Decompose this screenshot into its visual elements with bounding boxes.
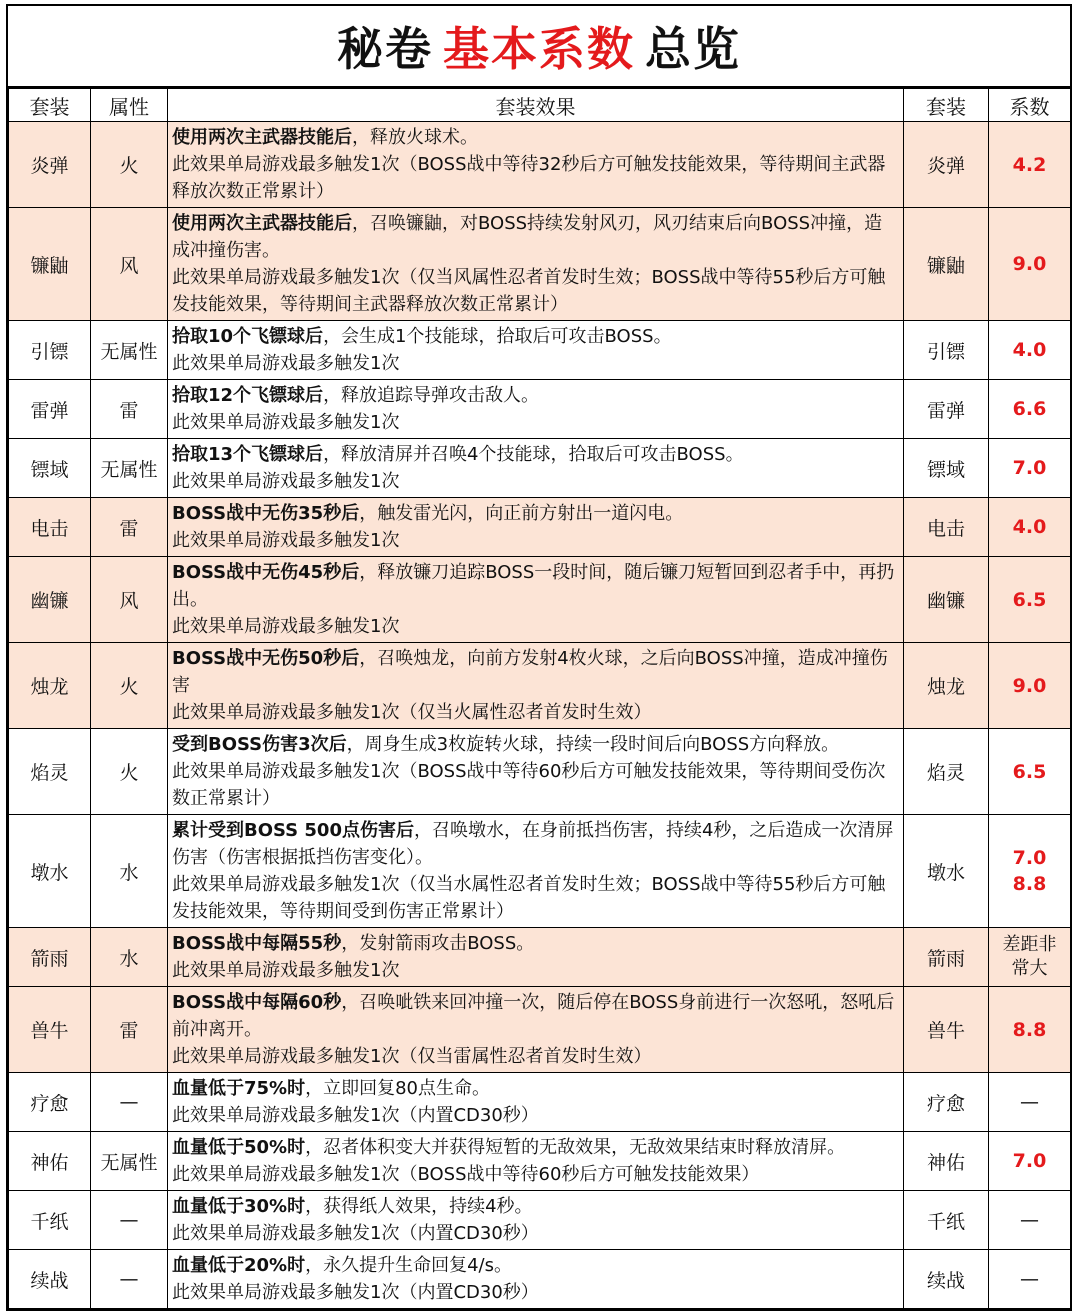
set-name-cell: 兽牛: [9, 987, 91, 1073]
effect-trigger-text: 受到BOSS伤害3次后: [172, 734, 347, 755]
coefficient-cell: [989, 987, 1071, 1073]
coefficient-value: 4.2: [1012, 153, 1047, 176]
set-name-cell: 炎弹: [9, 122, 91, 208]
effect-trigger-text: BOSS战中无伤35秒后: [172, 503, 360, 524]
coefficient-value: 4.0: [1012, 516, 1047, 538]
attribute-cell: 风: [91, 208, 168, 321]
set-name-cell: 幽镰: [9, 557, 91, 643]
set-name-cell: 箭雨: [9, 928, 91, 987]
attribute-cell: 无属性: [91, 439, 168, 498]
coefficient-value: 6.5: [1012, 760, 1047, 783]
coefficient-value: —: [1020, 1091, 1039, 1113]
coefficient-table: [8, 88, 1071, 1309]
effect-trigger-text: 血量低于20%时: [172, 1255, 306, 1276]
effect-limit-text: 此效果单局游戏最多触发1次: [172, 616, 400, 637]
coefficient-value: 7.0: [1012, 847, 1047, 869]
set-name-repeat-cell: 兽牛: [904, 987, 989, 1073]
coefficient-cell: [989, 380, 1071, 439]
effect-main-line: [172, 559, 899, 613]
coefficient-value: —: [1020, 1209, 1039, 1231]
effect-cell: [168, 208, 904, 321]
set-name-repeat-cell: 焰灵: [904, 729, 989, 815]
set-name-cell: 雷弹: [9, 380, 91, 439]
effect-trigger-text: 累计受到BOSS 500点伤害后: [172, 820, 414, 841]
set-name-cell: 电击: [9, 498, 91, 557]
set-name-repeat-cell: 雷弹: [904, 380, 989, 439]
effect-limit-text: 此效果单局游戏最多触发1次（BOSS战中等待60秒后方可触发技能效果）: [172, 1164, 760, 1185]
effect-trigger-text: 血量低于30%时: [172, 1196, 306, 1217]
effect-main-line: [172, 1193, 899, 1220]
coefficient-cell: [989, 208, 1071, 321]
table-row: [9, 1191, 1071, 1250]
effect-cell: [168, 1191, 904, 1250]
effect-trigger-text: 拾取10个飞镖球后: [172, 326, 324, 347]
coefficient-cell: [989, 729, 1071, 815]
set-name-cell: 烛龙: [9, 643, 91, 729]
table-row: [9, 928, 1071, 987]
header-attr: 属性: [91, 89, 168, 122]
coefficient-cell: [989, 815, 1071, 928]
effect-main-line: [172, 1134, 899, 1161]
set-name-cell: 疗愈: [9, 1073, 91, 1132]
effect-trigger-text: 使用两次主武器技能后: [172, 127, 352, 148]
effect-limit-text: 此效果单局游戏最多触发1次（内置CD30秒）: [172, 1282, 539, 1303]
header-set-repeat: 套装: [904, 89, 989, 122]
table-row: [9, 122, 1071, 208]
coefficient-value: 9.0: [1012, 253, 1047, 275]
coefficient-value: 8.8: [1012, 1018, 1047, 1041]
attribute-cell: 无属性: [91, 321, 168, 380]
set-name-cell: 引镖: [9, 321, 91, 380]
effect-main-line: [172, 323, 899, 350]
set-name-repeat-cell: 箭雨: [904, 928, 989, 987]
effect-main-line: [172, 210, 899, 264]
effect-trigger-text: 血量低于50%时: [172, 1137, 306, 1158]
effect-result-text: ，释放镰刀追踪BOSS一段时间，随后镰刀短暂回到忍者手中，再扔出。: [172, 562, 895, 610]
effect-result-text: ，召唤呲铁来回冲撞一次，随后停在BOSS身前进行一次怒吼，怒吼后前冲离开。: [172, 992, 895, 1040]
coefficient-cell: [989, 1250, 1071, 1309]
attribute-cell: 水: [91, 815, 168, 928]
effect-result-text: ，忍者体积变大并获得短暂的无敌效果，无敌效果结束时释放清屏。: [305, 1137, 846, 1158]
coefficient-cell: [989, 122, 1071, 208]
coefficient-value: 6.6: [1012, 398, 1047, 420]
effect-limit-text: 此效果单局游戏最多触发1次: [172, 471, 400, 492]
coefficient-value: 9.0: [1012, 674, 1047, 697]
title-part-2-highlight: 基本系数: [443, 22, 635, 76]
attribute-cell: 风: [91, 557, 168, 643]
effect-result-text: ，召唤镰鼬，对BOSS持续发射风刃，风刃结束后向BOSS冲撞，造成冲撞伤害。: [172, 213, 883, 261]
effect-limit-text: 此效果单局游戏最多触发1次（仅当风属性忍者首发时生效；BOSS战中等待55秒后方可触发技能效果，等待期间主武器释放次数正常累计）: [172, 267, 886, 315]
attribute-cell: —: [91, 1073, 168, 1132]
effect-cell: [168, 643, 904, 729]
set-name-repeat-cell: 镰鼬: [904, 208, 989, 321]
effect-cell: [168, 439, 904, 498]
effect-cell: [168, 498, 904, 557]
effect-cell: [168, 380, 904, 439]
coefficient-cell: [989, 557, 1071, 643]
coefficient-cell: [989, 439, 1071, 498]
effect-main-line: [172, 731, 899, 758]
coefficient-value: 7.0: [1012, 457, 1047, 479]
effect-limit-text: 此效果单局游戏最多触发1次（仅当雷属性忍者首发时生效）: [172, 1046, 652, 1067]
effect-limit-text: 此效果单局游戏最多触发1次: [172, 530, 400, 551]
effect-trigger-text: BOSS战中无伤45秒后: [172, 562, 360, 583]
effect-cell: [168, 815, 904, 928]
title-part-1: 秘卷: [337, 22, 433, 76]
effect-result-text: ，触发雷光闪，向正前方射出一道闪电。: [359, 503, 684, 524]
coefficient-note: 差距非常大: [1002, 934, 1057, 979]
set-name-repeat-cell: 烛龙: [904, 643, 989, 729]
attribute-cell: 水: [91, 928, 168, 987]
table-row: [9, 321, 1071, 380]
header-effect: 套装效果: [168, 89, 904, 122]
set-name-repeat-cell: 神佑: [904, 1132, 989, 1191]
attribute-cell: 雷: [91, 380, 168, 439]
effect-limit-text: 此效果单局游戏最多触发1次: [172, 960, 400, 981]
effect-result-text: ，获得纸人效果，持续4秒。: [305, 1196, 533, 1217]
table-row: [9, 1073, 1071, 1132]
set-name-cell: 镰鼬: [9, 208, 91, 321]
effect-trigger-text: 血量低于75%时: [172, 1078, 306, 1099]
table-row: [9, 557, 1071, 643]
effect-main-line: [172, 930, 899, 957]
attribute-cell: 雷: [91, 987, 168, 1073]
set-name-cell: 焰灵: [9, 729, 91, 815]
coefficient-value: —: [1020, 1268, 1039, 1290]
effect-result-text: ，召唤烛龙，向前方发射4枚火球，之后向BOSS冲撞，造成冲撞伤害: [172, 648, 888, 696]
table-row: [9, 208, 1071, 321]
attribute-cell: 火: [91, 643, 168, 729]
attribute-cell: —: [91, 1191, 168, 1250]
effect-limit-text: 此效果单局游戏最多触发1次（仅当火属性忍者首发时生效）: [172, 702, 652, 723]
effect-main-line: [172, 500, 899, 527]
effect-limit-text: 此效果单局游戏最多触发1次（内置CD30秒）: [172, 1105, 539, 1126]
effect-main-line: [172, 1075, 899, 1102]
effect-main-line: [172, 989, 899, 1043]
effect-limit-text: 此效果单局游戏最多触发1次（BOSS战中等待60秒后方可触发技能效果，等待期间受伤次数正常累计）: [172, 761, 886, 809]
table-row: [9, 987, 1071, 1073]
table-row: [9, 498, 1071, 557]
coefficient-cell: [989, 643, 1071, 729]
effect-main-line: [172, 441, 899, 468]
effect-trigger-text: BOSS战中无伤50秒后: [172, 648, 360, 669]
table-row: [9, 1250, 1071, 1309]
effect-cell: [168, 928, 904, 987]
coefficient-value: 6.5: [1012, 588, 1047, 611]
coefficient-cell: [989, 321, 1071, 380]
effect-main-line: [172, 124, 899, 151]
effect-cell: [168, 122, 904, 208]
effect-cell: [168, 1132, 904, 1191]
effect-trigger-text: BOSS战中每隔60秒: [172, 992, 342, 1013]
set-name-repeat-cell: 电击: [904, 498, 989, 557]
header-row: [9, 89, 1071, 122]
effect-result-text: ，释放清屏并召唤4个技能球，拾取后可攻击BOSS。: [323, 444, 744, 465]
table-row: [9, 729, 1071, 815]
effect-trigger-text: 拾取12个飞镖球后: [172, 385, 324, 406]
effect-result-text: ，立即回复80点生命。: [305, 1078, 490, 1099]
set-name-repeat-cell: 千纸: [904, 1191, 989, 1250]
coefficient-sheet: [6, 4, 1072, 1311]
coefficient-value: 8.8: [1012, 873, 1047, 895]
set-name-cell: 镖域: [9, 439, 91, 498]
effect-result-text: ，永久提升生命回复4/s。: [305, 1255, 512, 1276]
attribute-cell: 雷: [91, 498, 168, 557]
effect-result-text: ，周身生成3枚旋转火球，持续一段时间后向BOSS方向释放。: [346, 734, 840, 755]
effect-cell: [168, 987, 904, 1073]
effect-main-line: [172, 645, 899, 699]
title-part-3: 总览: [645, 22, 741, 76]
effect-cell: [168, 1073, 904, 1132]
table-row: [9, 380, 1071, 439]
table-row: [9, 643, 1071, 729]
set-name-cell: 千纸: [9, 1191, 91, 1250]
coefficient-cell: [989, 498, 1071, 557]
coefficient-value: 7.0: [1012, 1150, 1047, 1172]
effect-cell: [168, 557, 904, 643]
header-set: 套装: [9, 89, 91, 122]
effect-trigger-text: 拾取13个飞镖球后: [172, 444, 324, 465]
effect-limit-text: 此效果单局游戏最多触发1次: [172, 353, 400, 374]
effect-main-line: [172, 1252, 899, 1279]
effect-cell: [168, 1250, 904, 1309]
set-name-cell: 续战: [9, 1250, 91, 1309]
set-name-repeat-cell: 续战: [904, 1250, 989, 1309]
set-name-cell: 神佑: [9, 1132, 91, 1191]
table-body: [9, 122, 1071, 1309]
effect-result-text: ，发射箭雨攻击BOSS。: [341, 933, 535, 954]
effect-limit-text: 此效果单局游戏最多触发1次: [172, 412, 400, 433]
table-row: [9, 439, 1071, 498]
coefficient-cell: [989, 928, 1071, 987]
effect-result-text: ，释放追踪导弹攻击敌人。: [323, 385, 540, 406]
attribute-cell: —: [91, 1250, 168, 1309]
coefficient-value: 4.0: [1012, 339, 1047, 361]
set-name-repeat-cell: 幽镰: [904, 557, 989, 643]
table-row: [9, 815, 1071, 928]
header-coef: 系数: [989, 89, 1071, 122]
set-name-repeat-cell: 镖域: [904, 439, 989, 498]
effect-result-text: ，释放火球术。: [352, 127, 478, 148]
table-row: [9, 1132, 1071, 1191]
effect-main-line: [172, 382, 899, 409]
effect-main-line: [172, 817, 899, 871]
coefficient-cell: [989, 1132, 1071, 1191]
effect-cell: [168, 729, 904, 815]
effect-limit-text: 此效果单局游戏最多触发1次（BOSS战中等待32秒后方可触发技能效果，等待期间主武器释放次数正常累计）: [172, 154, 886, 202]
set-name-repeat-cell: 炎弹: [904, 122, 989, 208]
set-name-repeat-cell: 引镖: [904, 321, 989, 380]
attribute-cell: 无属性: [91, 1132, 168, 1191]
effect-trigger-text: 使用两次主武器技能后: [172, 213, 352, 234]
attribute-cell: 火: [91, 122, 168, 208]
effect-result-text: ，会生成1个技能球，拾取后可攻击BOSS。: [323, 326, 672, 347]
page-title: [8, 6, 1070, 88]
attribute-cell: 火: [91, 729, 168, 815]
effect-limit-text: 此效果单局游戏最多触发1次（仅当水属性忍者首发时生效；BOSS战中等待55秒后方可触发技能效果，等待期间受到伤害正常累计）: [172, 874, 886, 922]
effect-limit-text: 此效果单局游戏最多触发1次（内置CD30秒）: [172, 1223, 539, 1244]
coefficient-cell: [989, 1073, 1071, 1132]
set-name-repeat-cell: 墩水: [904, 815, 989, 928]
coefficient-cell: [989, 1191, 1071, 1250]
effect-trigger-text: BOSS战中每隔55秒: [172, 933, 342, 954]
set-name-repeat-cell: 疗愈: [904, 1073, 989, 1132]
effect-cell: [168, 321, 904, 380]
set-name-cell: 墩水: [9, 815, 91, 928]
effect-result-text: ，召唤墩水，在身前抵挡伤害，持续4秒，之后造成一次清屏伤害（伤害根据抵挡伤害变化）。: [172, 820, 894, 868]
